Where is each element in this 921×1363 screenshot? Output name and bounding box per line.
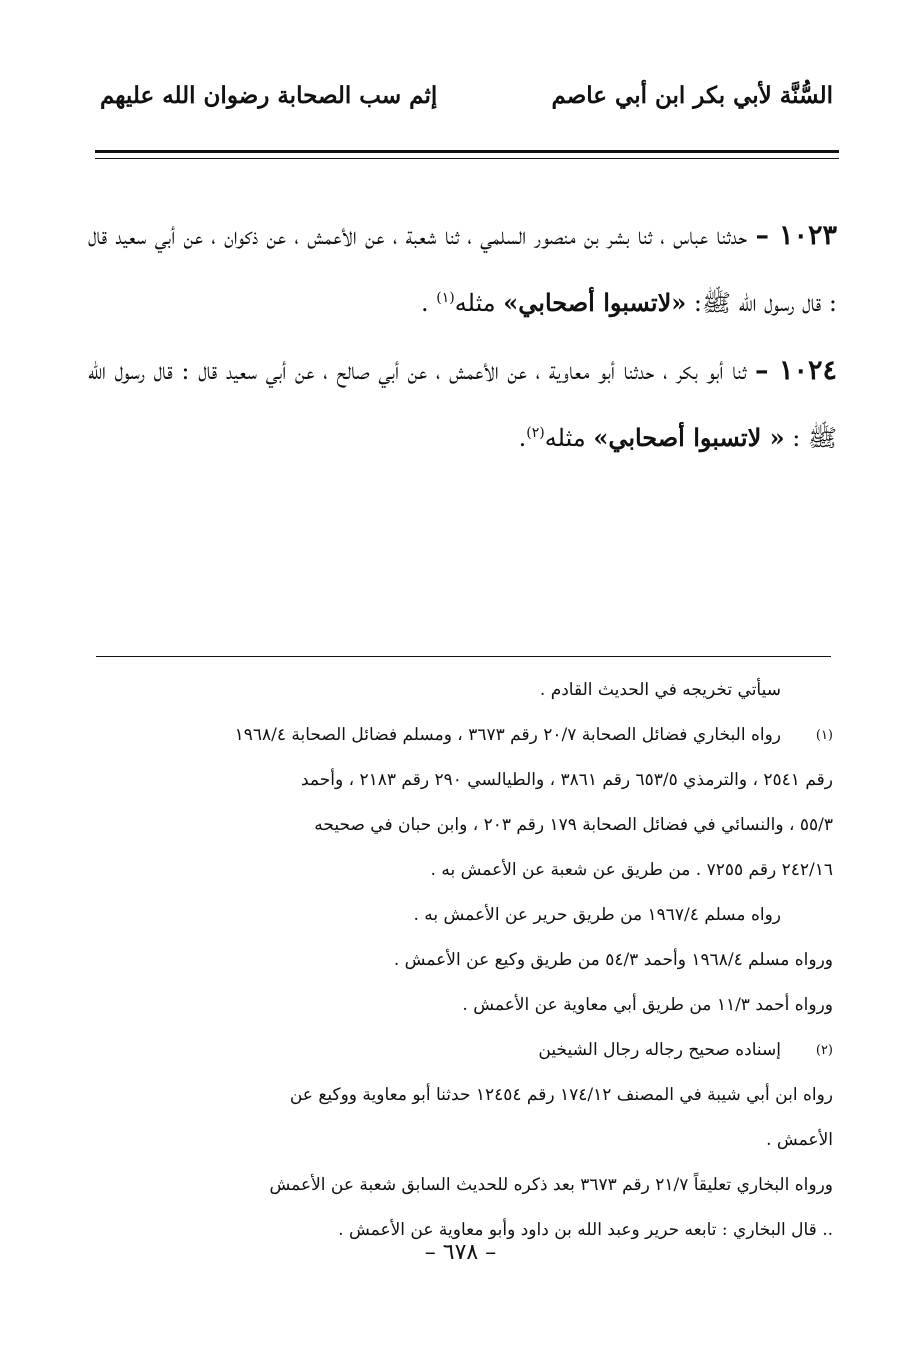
hadith-number: ١٠٢٤ – (755, 355, 837, 386)
hadith-text: ثنا أبو بكر ، حدثنا أبو معاوية ، عن الأعمش ، عن أبي صالح ، عن أبي سعيد قال : قال رسول الله ﷺ : (88, 357, 837, 452)
hadith-period: . (518, 424, 527, 452)
footnote-mark: (٢) (815, 1043, 833, 1058)
footnote-line: رواه مسلم ١٩٦٧/٤ من طريق حرير عن الأعمش به . (413, 905, 781, 925)
hadith-number: ١٠٢٣ – (755, 220, 837, 251)
book-title: السُّنَّة لأبي بكر ابن أبي عاصم (551, 81, 833, 109)
hadith-period: . (421, 289, 437, 317)
footnote-mark: (١) (815, 728, 833, 743)
hadith-1024 (88, 340, 837, 469)
hadith-text: حدثنا عباس ، ثنا بشر بن منصور السلمي ، ثنا شعبة ، عن الأعمش ، عن ذكوان ، عن أبي سعيد قال : قال رسول الله ﷺ: (88, 222, 837, 317)
footnotes (96, 668, 833, 1253)
footnote-1 (96, 713, 833, 758)
footnote-line: ٢٤٢/١٦ رقم ٧٢٥٥ . من طريق عن شعبة عن الأعمش به . (430, 860, 833, 880)
main-text (88, 205, 837, 469)
footnote-ref: (١) (436, 290, 455, 306)
hadith-text-end: مثله (544, 424, 594, 452)
header-rule-thick (95, 150, 839, 153)
hadith-text-end: مثله (454, 289, 504, 317)
footnote-line: رواه البخاري فضائل الصحابة ٢٠/٧ رقم ٣٦٧٣ ، ومسلم فضائل الصحابة ١٩٦٨/٤ (234, 725, 781, 745)
footnote-separator (96, 656, 831, 657)
footnote-line: إسناده صحيح رجاله رجال الشيخين (538, 1040, 781, 1060)
chapter-title: إثم سب الصحابة رضوان الله عليهم (100, 81, 438, 109)
footnote-line: الأعمش . (766, 1130, 833, 1150)
page-header (100, 70, 833, 120)
footnote-line: ورواه مسلم ١٩٦٨/٤ وأحمد ٥٤/٣ من طريق وكيع عن الأعمش . (393, 950, 833, 970)
hadith-1023 (88, 205, 837, 334)
page-number: – ٦٧٨ – (424, 1240, 497, 1265)
footnote-2 (96, 1028, 833, 1073)
footnote-line: ٥٥/٣ ، والنسائي في فضائل الصحابة ١٧٩ رقم ٢٠٣ ، وابن حبان في صحيحه (314, 815, 833, 835)
footnote-ref: (٢) (526, 425, 545, 441)
footnote-line: رقم ٢٥٤١ ، والترمذي ٦٥٣/٥ رقم ٣٨٦١ ، والطيالسي ٢٩٠ رقم ٢١٨٣ ، وأحمد (300, 770, 833, 790)
hadith-quote: «لاتسبوا أصحابي» (503, 288, 687, 317)
header-rule-thin (95, 158, 839, 159)
footnote-line: .. قال البخاري : تابعه حرير وعبد الله بن داود وأبو معاوية عن الأعمش . (338, 1220, 833, 1240)
hadith-quote: « لاتسبوا أصحابي» (593, 423, 785, 452)
footnote-line: ورواه أحمد ١١/٣ من طريق أبي معاوية عن الأعمش . (462, 995, 833, 1015)
footnote-line: ورواه البخاري تعليقاً ٢١/٧ رقم ٣٦٧٣ بعد ذكره للحديث السابق شعبة عن الأعمش (269, 1175, 833, 1195)
footnote-intro: سيأتي تخريجه في الحديث القادم . (539, 680, 781, 700)
footnote-line: رواه ابن أبي شيبة في المصنف ١٧٤/١٢ رقم ١٢٤٥٤ حدثنا أبو معاوية ووكيع عن (289, 1085, 833, 1105)
